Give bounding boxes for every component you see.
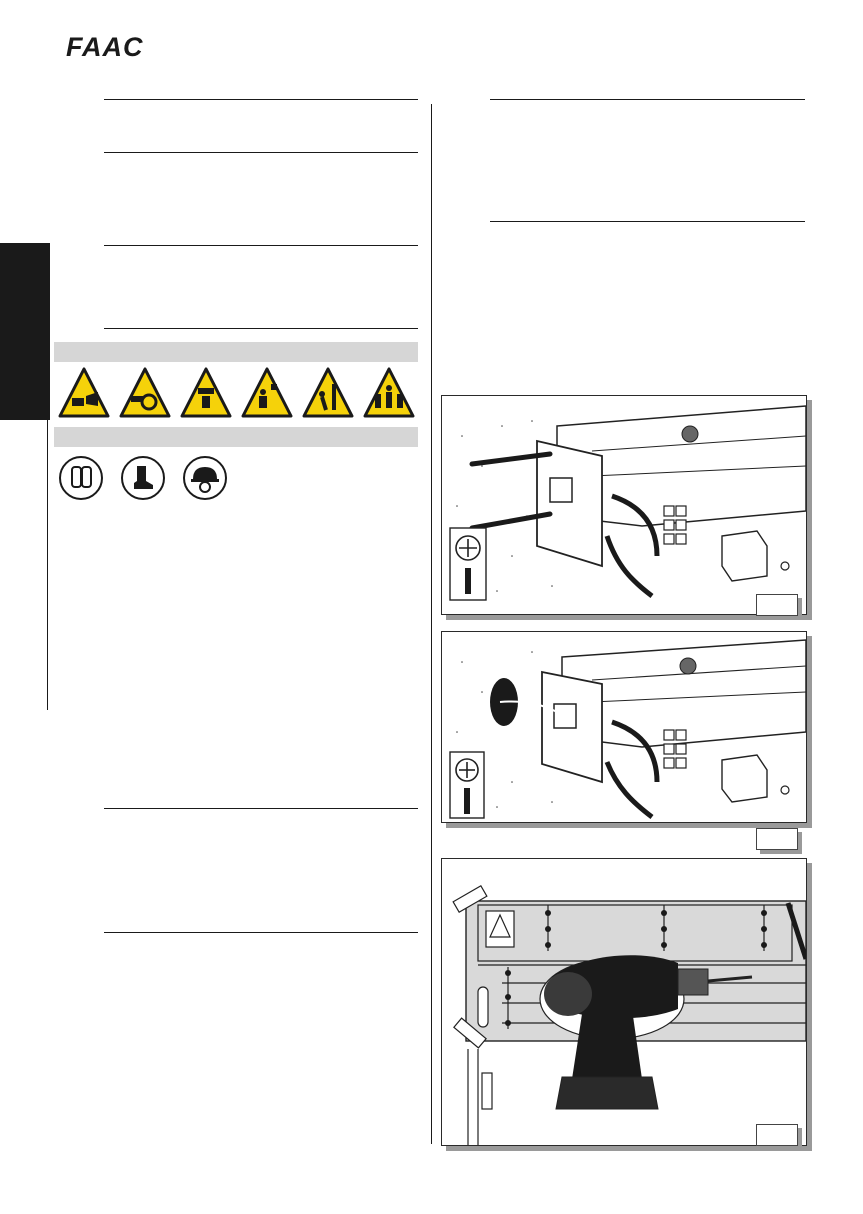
faac-logo: [66, 34, 166, 60]
section-rule: [104, 99, 418, 100]
figure-wall-mounting-bolts: [441, 395, 807, 615]
column-divider: [431, 104, 432, 1144]
safety-helmet-icon: [182, 455, 228, 501]
figure-drilling-template: [441, 858, 807, 1146]
warning-icons-row: [58, 366, 418, 422]
falling-object-warning-icon: [241, 366, 293, 420]
section-rule: [104, 245, 418, 246]
language-tab: [0, 243, 50, 420]
safety-gloves-icon: [58, 455, 104, 501]
hand-crush-warning-icon: [180, 366, 232, 420]
warning-band: [54, 342, 418, 362]
figure-cable-entry: [441, 631, 807, 823]
ppe-band: [54, 427, 418, 447]
hand-impact-warning-icon: [58, 366, 110, 420]
section-rule: [490, 99, 805, 100]
figure-number: [756, 828, 798, 850]
figure-number: [756, 1124, 798, 1146]
safety-boots-icon: [120, 455, 166, 501]
section-rule: [104, 152, 418, 153]
impact-warning-icon: [302, 366, 354, 420]
roller-entrapment-warning-icon: [119, 366, 171, 420]
section-rule: [104, 932, 418, 933]
figure-number: [756, 594, 798, 616]
side-margin-line: [47, 420, 48, 710]
section-rule: [490, 221, 805, 222]
section-rule: [104, 328, 418, 329]
body-crush-warning-icon: [363, 366, 415, 420]
section-rule: [104, 808, 418, 809]
svg-text:FAAC: FAAC: [66, 34, 144, 60]
